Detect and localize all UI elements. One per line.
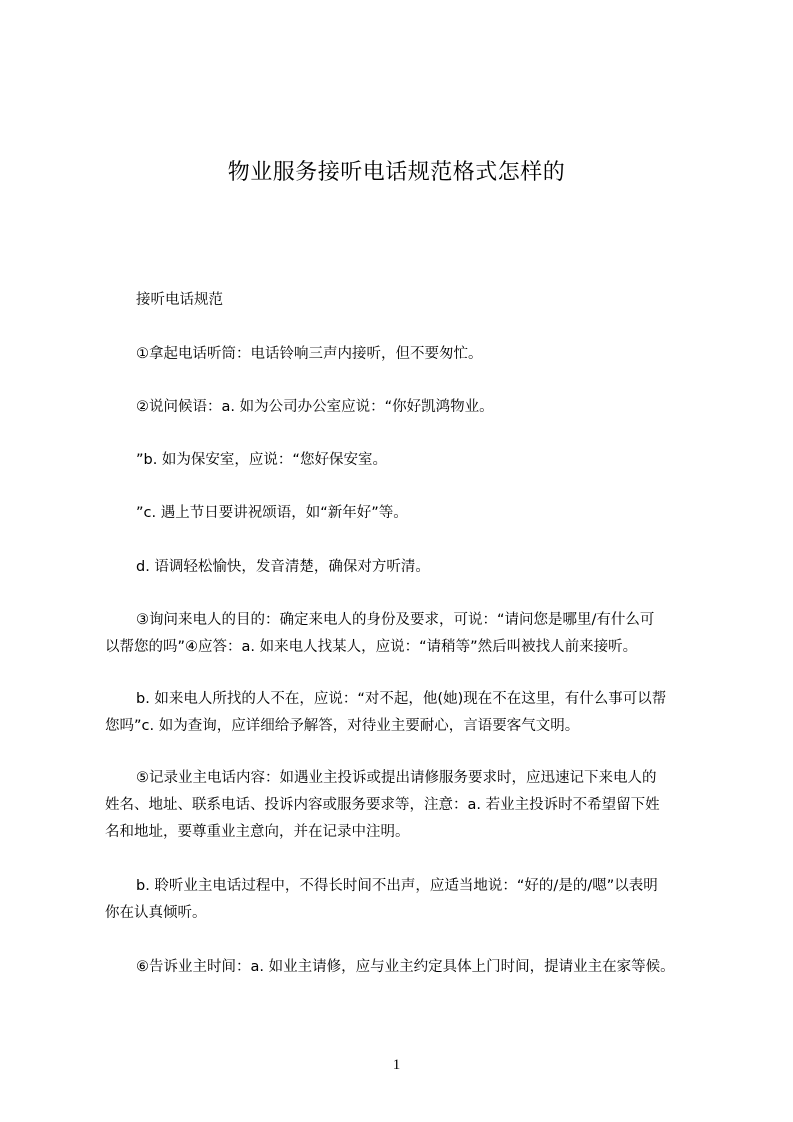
paragraph-step-3-4 xyxy=(105,607,705,661)
paragraph-line: ③询问来电人的目的：确定来电人的身份及要求，可说：“请问您是哪里/有什么可 xyxy=(136,612,655,628)
paragraph-line: 您吗”c. 如为查询，应详细给予解答，对待业主要耐心，言语要客气文明。 xyxy=(105,718,580,734)
paragraph-line: 姓名、地址、联系电话、投诉内容或服务要求等，注意：a. 若业主投诉时不希望留下姓 xyxy=(105,797,660,813)
page-number: 1 xyxy=(392,1057,401,1073)
paragraph-step-1 xyxy=(136,341,736,368)
paragraph-line: 名和地址，要尊重业主意向，并在记录中注明。 xyxy=(105,824,410,840)
paragraph-line: ①拿起电话听筒：电话铃响三声内接听，但不要匆忙。 xyxy=(136,346,483,362)
paragraph-step-6 xyxy=(136,954,736,981)
paragraph-line: ”c. 遇上节日要讲祝颂语，如“新年好”等。 xyxy=(136,505,408,521)
paragraph-step-2 xyxy=(136,394,736,421)
paragraph-line: 你在认真倾听。 xyxy=(105,905,207,921)
paragraph-line: 以帮您的吗”④应答：a. 如来电人找某人，应说：“请稍等”然后叫被找人前来接听。 xyxy=(105,639,638,655)
paragraph-line: d. 语调轻松愉快，发音清楚，确保对方听清。 xyxy=(136,559,430,575)
paragraph-step-2b xyxy=(136,447,736,474)
paragraph-step-5 xyxy=(105,765,705,846)
paragraph-line: b. 聆听业主电话过程中，不得长时间不出声，应适当地说：“好的/是的/嗯”以表明 xyxy=(136,878,658,894)
paragraph-line: ②说问候语：a. 如为公司办公室应说：“你好凯鸿物业。 xyxy=(136,399,494,415)
paragraph-line: ⑤记录业主电话内容：如遇业主投诉或提出请修服务要求时，应迅速记下来电人的 xyxy=(136,770,657,786)
paragraph-line: b. 如来电人所找的人不在，应说：“对不起，他(她)现在不在这里，有什么事可以帮 xyxy=(136,691,667,707)
paragraph-step-2c xyxy=(136,500,736,527)
paragraph-line: 接听电话规范 xyxy=(136,292,223,308)
paragraph-line: ⑥告诉业主时间：a. 如业主请修，应与业主约定具体上门时间，提请业主在家等候。 xyxy=(136,959,675,975)
paragraph-heading xyxy=(136,287,736,314)
paragraph-step-5b xyxy=(105,873,705,927)
paragraph-step-2d xyxy=(136,554,736,581)
document-title: 物业服务接听电话规范格式怎样的 xyxy=(227,159,566,185)
paragraph-line: ”b. 如为保安室，应说：“您好保安室。 xyxy=(136,452,387,468)
paragraph-step-4b xyxy=(105,686,705,740)
